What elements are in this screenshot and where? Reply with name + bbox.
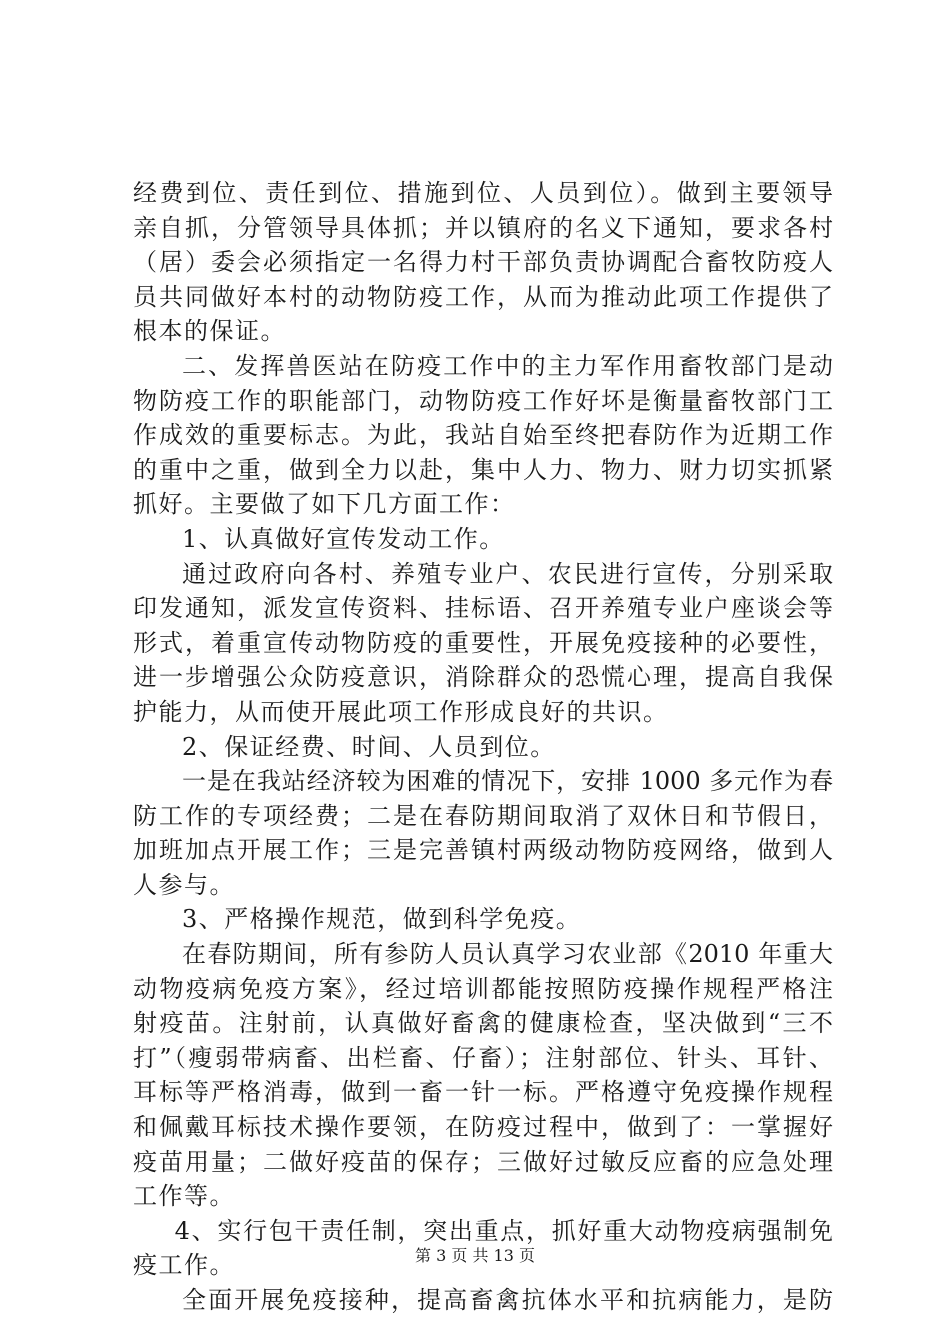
text-line: 4、实行包干责任制，突出重点，抓好重大动物疫病强制免 (174, 1216, 833, 1245)
text-line: 抓好。主要做了如下几方面工作： (133, 490, 516, 519)
text-line: 通过政府向各村、养殖专业户、农民进行宣传，分别采取 (182, 559, 833, 588)
text-line: 根本的保证。 (133, 317, 286, 346)
text-line: 1、认真做好宣传发动工作。 (182, 524, 505, 553)
text-line: 印发通知，派发宣传资料、挂标语、召开养殖专业户座谈会等 (133, 594, 833, 623)
text-line: 形式，着重宣传动物防疫的重要性，开展免疫接种的必要性， (133, 628, 833, 657)
text-line: 员共同做好本村的动物防疫工作，从而为推动此项工作提供了 (133, 282, 833, 311)
text-line: 在春防期间，所有参防人员认真学习农业部《2010 年重大 (182, 940, 833, 969)
text-line: 和佩戴耳标技术操作要领，在防疫过程中，做到了：一掌握好 (133, 1113, 833, 1142)
text-line: 动物疫病免疫方案》，经过培训都能按照防疫操作规程严格注 (133, 974, 833, 1003)
document-body (133, 176, 833, 1318)
text-line: 防工作的专项经费；二是在春防期间取消了双休日和节假日， (133, 801, 833, 830)
page-footer: 第 3 页 共 13 页 (415, 1246, 535, 1265)
text-line: 人参与。 (133, 870, 235, 899)
text-line: 二、发挥兽医站在防疫工作中的主力军作用畜牧部门是动 (182, 351, 833, 380)
text-line: 经费到位、责任到位、措施到位、人员到位）。做到主要领导 (133, 179, 833, 207)
text-line: 工作等。 (133, 1182, 235, 1211)
text-line: 进一步增强公众防疫意识，消除群众的恐慌心理，提高自我保 (133, 663, 833, 692)
text-line: 的重中之重，做到全力以赴，集中人力、物力、财力切实抓紧 (133, 455, 833, 484)
text-line: 一是在我站经济较为困难的情况下，安排 1000 多元作为春 (182, 767, 833, 796)
text-line: 全面开展免疫接种，提高畜禽抗体水平和抗病能力，是防 (182, 1286, 833, 1314)
text-line: （居）委会必须指定一名得力村干部负责协调配合畜牧防疫人 (133, 248, 833, 277)
text-line: 2、保证经费、时间、人员到位。 (182, 732, 556, 761)
text-line: 3、严格操作规范，做到科学免疫。 (182, 905, 582, 934)
text-line: 亲自抓，分管领导具体抓；并以镇府的名义下通知，要求各村 (133, 213, 833, 242)
text-line: 疫苗用量；二做好疫苗的保存；三做好过敏反应畜的应急处理 (133, 1147, 833, 1176)
text-line: 护能力，从而使开展此项工作形成良好的共识。 (133, 697, 669, 726)
text-line: 作成效的重要标志。为此，我站自始至终把春防作为近期工作 (133, 421, 833, 450)
text-line: 耳标等严格消毒，做到一畜一针一标。严格遵守免疫操作规程 (133, 1078, 833, 1107)
text-line: 加班加点开展工作；三是完善镇村两级动物防疫网络，做到人 (133, 836, 833, 865)
text-line: 打”（瘦弱带病畜、出栏畜、仔畜）；注射部位、针头、耳针、 (133, 1043, 833, 1072)
text-line: 射疫苗。注射前，认真做好畜禽的健康检查，坚决做到“三不 (133, 1009, 833, 1038)
text-line: 物防疫工作的职能部门，动物防疫工作好坏是衡量畜牧部门工 (133, 386, 833, 415)
text-line: 疫工作。 (133, 1251, 235, 1280)
